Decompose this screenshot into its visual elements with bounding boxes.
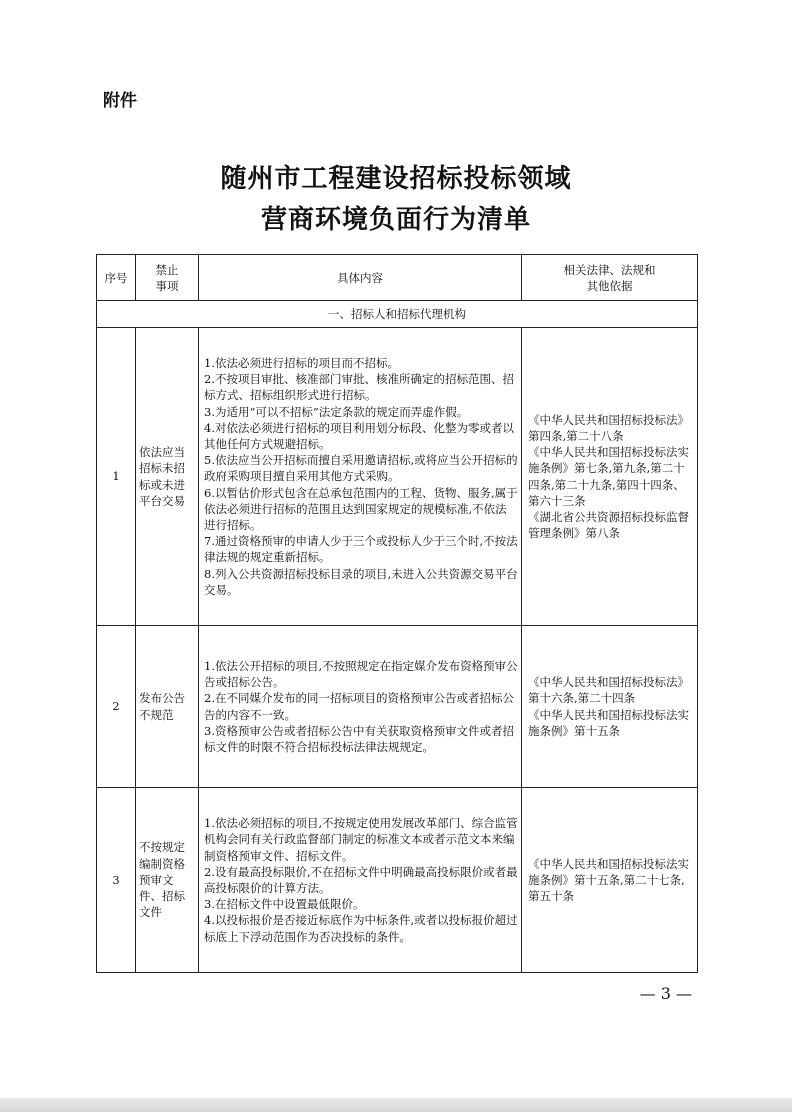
content-line: 6.以暂估价形式包含在总承包范围内的工程、货物、服务,属于依法必须进行招标的范围且达到国家规定的规模标准,不依法进行招标。 — [204, 485, 518, 532]
content-line: 2.在不同媒介发布的同一招标项目的资格预审公告或者招标公告的内容不一致。 — [204, 691, 514, 722]
content-line: 3.资格预审公告或者招标公告中有关获取资格预审文件或者招标文件的时限不符合招标投标法律法规规定。 — [204, 723, 514, 754]
table-row — [97, 788, 698, 973]
row-index: 3 — [97, 788, 136, 973]
row-basis — [522, 328, 698, 626]
section-title: 一、招标人和招标代理机构 — [97, 301, 698, 328]
row-content — [199, 328, 522, 626]
content-line: 1.依法必须进行招标的项目而不招标。 — [204, 355, 399, 370]
content-line: 2.不按项目审批、核准部门审批、核准所确定的招标范围、招标方式、招标组织形式进行招标。 — [204, 372, 514, 403]
row-item: 发布公告不规范 — [136, 626, 199, 788]
basis-line: 《中华人民共和国招标投标法》第十六条,第二十四条 — [528, 675, 689, 706]
section-row — [97, 301, 698, 328]
content-line: 4.以投标报价是否接近标底作为中标条件,或者以投标报价超过标底上下浮动范围作为否决投标的条件。 — [204, 913, 518, 944]
row-content — [199, 788, 522, 973]
header-content: 具体内容 — [199, 255, 522, 301]
basis-line: 《湖北省公共资源招标投标监督管理条例》第八条 — [528, 509, 689, 541]
document-title-line1: 随州市工程建设招标投标领域 — [220, 164, 572, 194]
viewer-bottom-edge — [0, 1098, 792, 1112]
row-basis — [522, 788, 698, 973]
content-line: 3.在招标文件中设置最低限价。 — [204, 897, 365, 912]
content-line: 4.对依法必须进行招标的项目利用划分标段、化整为零或者以其他任何方式规避招标。 — [204, 420, 514, 451]
document-title-line2: 营商环境负面行为清单 — [260, 205, 531, 235]
row-index: 1 — [97, 328, 136, 626]
content-line: 8.列入公共资源招标投标目录的项目,未进入公共资源交易平台交易。 — [204, 566, 518, 597]
basis-line: 《中华人民共和国招标投标法》第四条,第二十八条 — [528, 412, 689, 443]
content-line: 5.依法应当公开招标而擅自采用邀请招标,或将应当公开招标的政府采购项目擅自采用其他方式采购。 — [204, 453, 518, 484]
row-content — [199, 626, 522, 788]
row-item: 不按规定编制资格预审文件、招标文件 — [136, 788, 199, 973]
row-index: 2 — [97, 626, 136, 788]
content-line: 1.依法必须招标的项目,不按规定使用发展改革部门、综合监管机构会同有关行政监督部门制定的标准文本或者示范文本来编制资格预审文件、招标文件。 — [204, 816, 518, 863]
header-prohibited: 禁止 事项 — [136, 255, 199, 301]
content-line: 1.依法公开招标的项目,不按照规定在指定媒介发布资格预审公告或招标公告。 — [204, 658, 518, 690]
content-line: 3.为适用“可以不招标”法定条款的规定而弄虚作假。 — [204, 404, 469, 419]
basis-line: 《中华人民共和国招标投标法实施条例》第十五条,第二十七条,第五十条 — [528, 856, 689, 904]
row-item: 依法应当招标未招标或未进平台交易 — [136, 328, 199, 626]
row-basis — [522, 626, 698, 788]
table-header-row — [97, 255, 698, 301]
header-index: 序号 — [97, 255, 136, 301]
content-line: 7.通过资格预审的申请人少于三个或投标人少于三个时,不按法律法规的规定重新招标。 — [204, 534, 518, 565]
content-line: 2.设有最高投标限价,不在招标文件中明确最高投标限价或者最高投标限价的计算方法。 — [204, 864, 518, 895]
table-row — [97, 626, 698, 788]
attachment-label: 附件 — [103, 91, 137, 111]
basis-line: 《中华人民共和国招标投标法实施条例》第七条,第九条,第二十四条,第二十九条,第四十四条、第六十三条 — [528, 445, 689, 508]
table-row — [97, 328, 698, 626]
page-number: — 3 — — [639, 984, 692, 1003]
basis-line: 《中华人民共和国招标投标法实施条例》第十五条 — [528, 707, 689, 738]
negative-list-table — [96, 254, 698, 973]
header-basis: 相关法律、法规和 其他依据 — [522, 255, 698, 301]
